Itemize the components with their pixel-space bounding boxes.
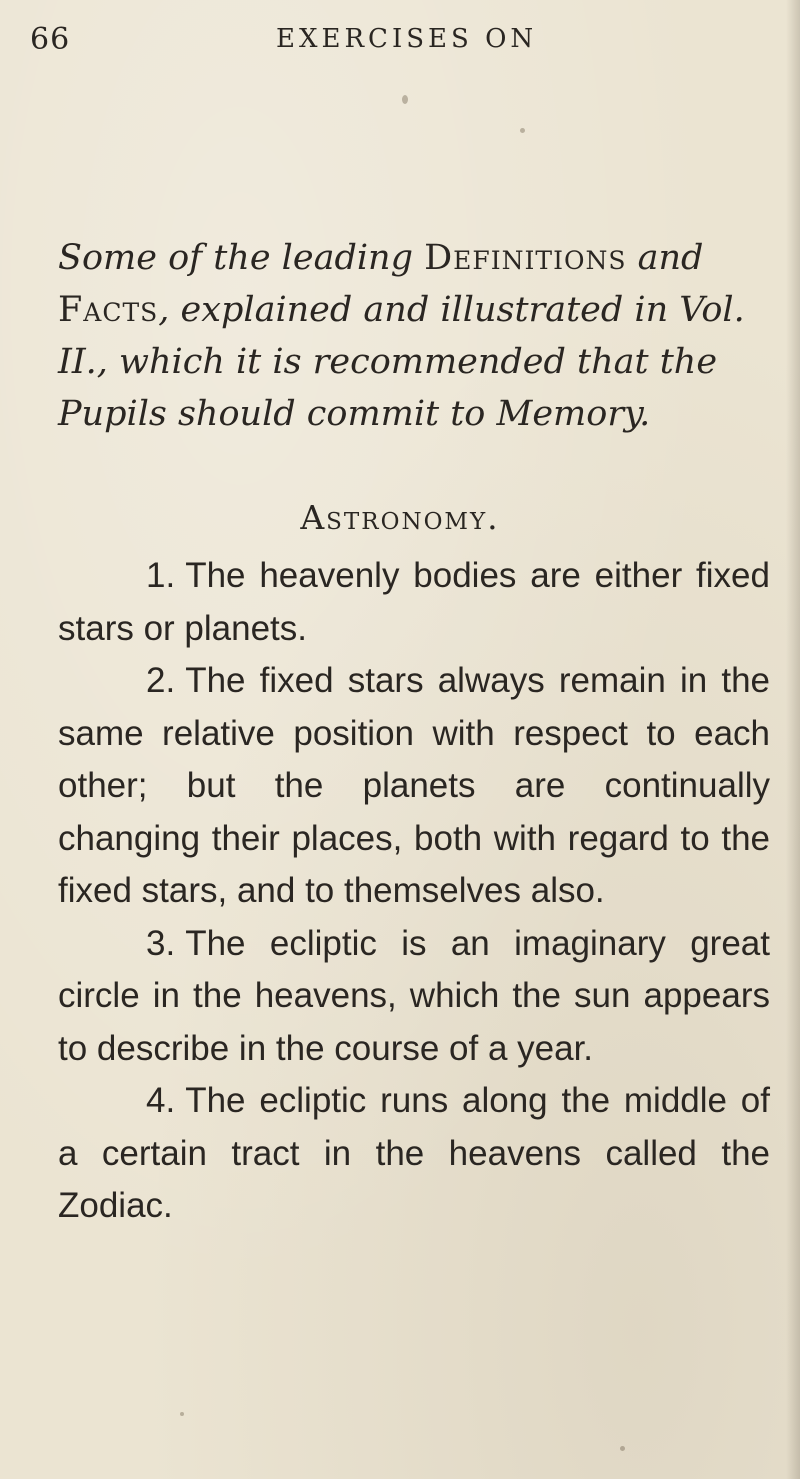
paragraph-number: 2.	[146, 661, 176, 700]
body-text	[58, 550, 770, 1233]
paragraph-number: 1.	[146, 556, 176, 595]
paragraph-text: The ecliptic is an imaginary great circle in the heavens, which the sun appears to describe in the course of a year.	[58, 923, 770, 1068]
heading-text: , explained and illustrated in Vol. II., which it is recommended that the Pupils should commit to Memory.	[58, 290, 745, 434]
paragraph-number: 4.	[146, 1081, 176, 1120]
paper-speck	[620, 1446, 625, 1451]
chapter-heading	[58, 232, 770, 440]
running-title: EXERCISES ON	[276, 24, 538, 54]
paper-speck	[402, 95, 408, 104]
heading-text: Some of the leading	[58, 238, 425, 278]
heading-facts: Facts	[58, 290, 159, 330]
paragraph-number: 3.	[146, 923, 176, 963]
paragraph	[58, 1075, 770, 1233]
paragraph-text: The ecliptic runs along the middle of a certain tract in the heavens called the Zodiac.	[58, 1081, 770, 1225]
paragraph-text: The fixed stars always remain in the same relative position with respect to each other; but the planets are continually changing their places, both with regard to the fixed stars, and to themselves also.	[58, 661, 770, 910]
paper-speck	[180, 1412, 184, 1416]
paragraph	[58, 550, 770, 655]
paragraph	[58, 918, 770, 1076]
running-head	[30, 22, 770, 62]
heading-text: and	[626, 238, 704, 278]
heading-definitions: Definitions	[424, 238, 627, 278]
paragraph	[58, 655, 770, 918]
paper-speck	[520, 128, 525, 133]
paragraph-text: The heavenly bodies are either fixed stars or planets.	[58, 556, 770, 648]
page-number: 66	[30, 22, 71, 57]
section-title: Astronomy.	[300, 498, 500, 537]
page-edge-shadow	[786, 0, 800, 1479]
